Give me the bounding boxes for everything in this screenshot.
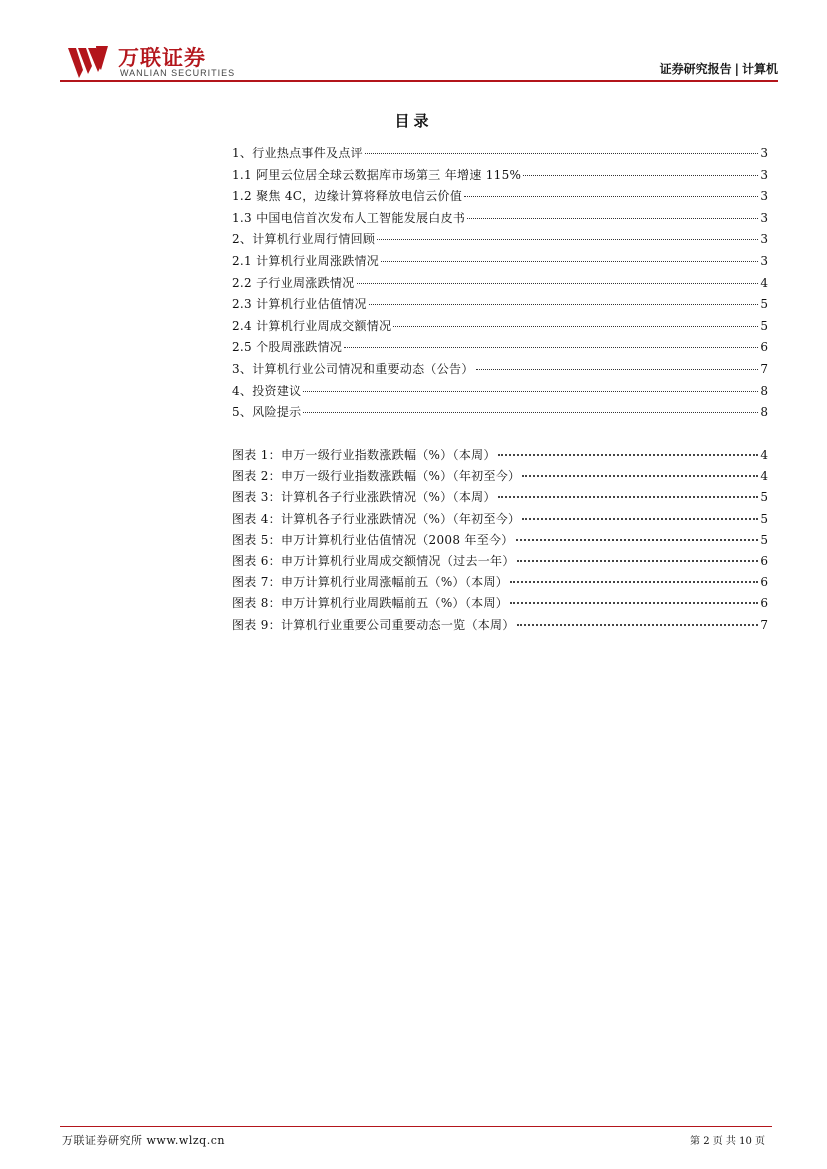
toc-entry-page: 5 bbox=[760, 297, 768, 312]
toc-entry-text: 3、计算机行业公司情况和重要动态（公告） bbox=[232, 361, 474, 376]
logo-chinese-name: 万联证券 bbox=[118, 46, 206, 70]
toc-entry-page: 8 bbox=[760, 383, 768, 398]
toc-entry-page: 3 bbox=[760, 167, 768, 182]
figure-entry-page: 5 bbox=[760, 532, 768, 547]
footer-divider bbox=[60, 1126, 772, 1127]
figure-entry[interactable] bbox=[232, 467, 768, 488]
dot-leader bbox=[476, 369, 758, 370]
dot-leader bbox=[517, 624, 758, 626]
dot-leader bbox=[516, 539, 758, 541]
figure-entry-page: 7 bbox=[760, 617, 768, 632]
toc-entry-page: 8 bbox=[760, 405, 768, 420]
toc-entry[interactable] bbox=[232, 360, 768, 382]
toc-entry-page: 3 bbox=[760, 253, 768, 268]
figure-entry-text: 图表 5：申万计算机行业估值情况（2008 年至今） bbox=[232, 532, 514, 547]
dot-leader bbox=[498, 454, 758, 456]
toc-entry-page: 3 bbox=[760, 189, 768, 204]
dot-leader bbox=[523, 175, 758, 176]
toc-entry[interactable] bbox=[232, 144, 768, 166]
dot-leader bbox=[303, 412, 758, 413]
toc-entry-text: 1.2 聚焦 4C，边缘计算将释放电信云价值 bbox=[232, 189, 463, 204]
toc-entry-text: 2.5 个股周涨跌情况 bbox=[232, 340, 343, 355]
toc-entry[interactable] bbox=[232, 187, 768, 209]
dot-leader bbox=[365, 153, 758, 154]
toc-entry-text: 5、风险提示 bbox=[232, 405, 302, 420]
dot-leader bbox=[510, 581, 758, 583]
footer-page-number: 第 2 页 共 10 页 bbox=[690, 1136, 765, 1147]
figure-entry-text: 图表 6：申万计算机行业周成交额情况（过去一年） bbox=[232, 553, 515, 568]
page-header bbox=[60, 40, 778, 80]
dot-leader bbox=[393, 326, 758, 327]
dot-leader bbox=[510, 602, 758, 604]
figure-entry[interactable] bbox=[232, 531, 768, 552]
dot-leader bbox=[464, 196, 758, 197]
figure-entry-text: 图表 1：申万一级行业指数涨跌幅（%）（本周） bbox=[232, 448, 496, 462]
toc-entry[interactable] bbox=[232, 252, 768, 274]
toc-entry[interactable] bbox=[232, 274, 768, 296]
figure-entry[interactable] bbox=[232, 446, 768, 467]
toc-entry-page: 5 bbox=[760, 318, 768, 333]
figure-entry-text: 图表 3：计算机各子行业涨跌情况（%）（本周） bbox=[232, 490, 496, 505]
toc-section-list bbox=[232, 144, 768, 425]
figure-entry-page: 4 bbox=[760, 448, 768, 462]
toc-entry-text: 4、投资建议 bbox=[232, 383, 302, 398]
dot-leader bbox=[467, 218, 758, 219]
dot-leader bbox=[344, 347, 758, 348]
figure-entry[interactable] bbox=[232, 510, 768, 531]
header-report-label bbox=[660, 60, 778, 77]
toc-entry-text: 1.1 阿里云位居全球云数据库市场第三 年增速 115% bbox=[232, 167, 522, 182]
figure-entry-text: 图表 7：申万计算机行业周涨幅前五（%）（本周） bbox=[232, 575, 509, 590]
report-type: 证券研究报告 bbox=[659, 62, 732, 76]
toc-entry[interactable] bbox=[232, 230, 768, 252]
figure-entry[interactable] bbox=[232, 552, 768, 573]
figure-entry-page: 4 bbox=[760, 469, 768, 484]
dot-leader bbox=[517, 560, 758, 562]
toc-entry-text: 1.3 中国电信首次发布人工智能发展白皮书 bbox=[232, 210, 466, 225]
logo-english-name: WANLIAN SECURITIES bbox=[120, 68, 236, 78]
toc-entry[interactable] bbox=[232, 338, 768, 360]
figure-entry-text: 图表 4：计算机各子行业涨跌情况（%）（年初至今） bbox=[232, 511, 521, 526]
toc-entry-text: 2.3 计算机行业估值情况 bbox=[232, 297, 367, 312]
figure-entry[interactable] bbox=[232, 594, 768, 615]
toc-entry-page: 6 bbox=[760, 340, 768, 355]
figure-entry-text: 图表 2：申万一级行业指数涨跌幅（%）（年初至今） bbox=[232, 469, 521, 484]
figure-entry[interactable] bbox=[232, 488, 768, 509]
toc-entry-text: 2.4 计算机行业周成交额情况 bbox=[232, 318, 392, 333]
toc-entry-text: 2、计算机行业周行情回顾 bbox=[232, 232, 376, 247]
toc-entry-page: 7 bbox=[760, 361, 768, 376]
dot-leader bbox=[381, 261, 758, 262]
toc-title: 目录 bbox=[394, 112, 433, 130]
dot-leader bbox=[369, 304, 758, 305]
figure-entry[interactable] bbox=[232, 573, 768, 594]
figure-entry[interactable] bbox=[232, 616, 768, 637]
figure-entry-page: 6 bbox=[760, 553, 768, 568]
dot-leader bbox=[377, 239, 758, 240]
header-separator: | bbox=[734, 62, 739, 76]
toc-figure-list bbox=[232, 446, 768, 637]
figure-entry-page: 6 bbox=[760, 575, 768, 590]
toc-entry-page: 3 bbox=[760, 210, 768, 225]
toc-entry[interactable] bbox=[232, 209, 768, 231]
toc-entry-page: 4 bbox=[760, 275, 768, 290]
figure-entry-page: 5 bbox=[760, 490, 768, 505]
toc-entry-text: 2.2 子行业周涨跌情况 bbox=[232, 275, 355, 290]
figure-entry-text: 图表 9：计算机行业重要公司重要动态一览（本周） bbox=[232, 617, 515, 632]
toc-entry[interactable] bbox=[232, 403, 768, 425]
logo-w-icon bbox=[68, 44, 108, 80]
company-logo bbox=[68, 44, 288, 80]
report-sector: 计算机 bbox=[741, 62, 778, 76]
toc-entry[interactable] bbox=[232, 317, 768, 339]
footer-institute: 万联证券研究所 www.wlzq.cn bbox=[62, 1134, 225, 1147]
toc-entry-page: 3 bbox=[760, 146, 768, 160]
dot-leader bbox=[522, 475, 758, 477]
figure-entry-page: 6 bbox=[760, 596, 768, 611]
dot-leader bbox=[498, 496, 758, 498]
toc-entry[interactable] bbox=[232, 166, 768, 188]
toc-entry-text: 1、行业热点事件及点评 bbox=[232, 146, 363, 160]
figure-entry-page: 5 bbox=[760, 511, 768, 526]
dot-leader bbox=[357, 283, 759, 284]
toc-entry[interactable] bbox=[232, 295, 768, 317]
figure-entry-text: 图表 8：申万计算机行业周跌幅前五（%）（本周） bbox=[232, 596, 509, 611]
dot-leader bbox=[522, 518, 758, 520]
header-divider bbox=[60, 80, 778, 82]
toc-entry[interactable] bbox=[232, 382, 768, 404]
toc-entry-text: 2.1 计算机行业周涨跌情况 bbox=[232, 253, 380, 268]
dot-leader bbox=[303, 391, 758, 392]
toc-entry-page: 3 bbox=[760, 232, 768, 247]
